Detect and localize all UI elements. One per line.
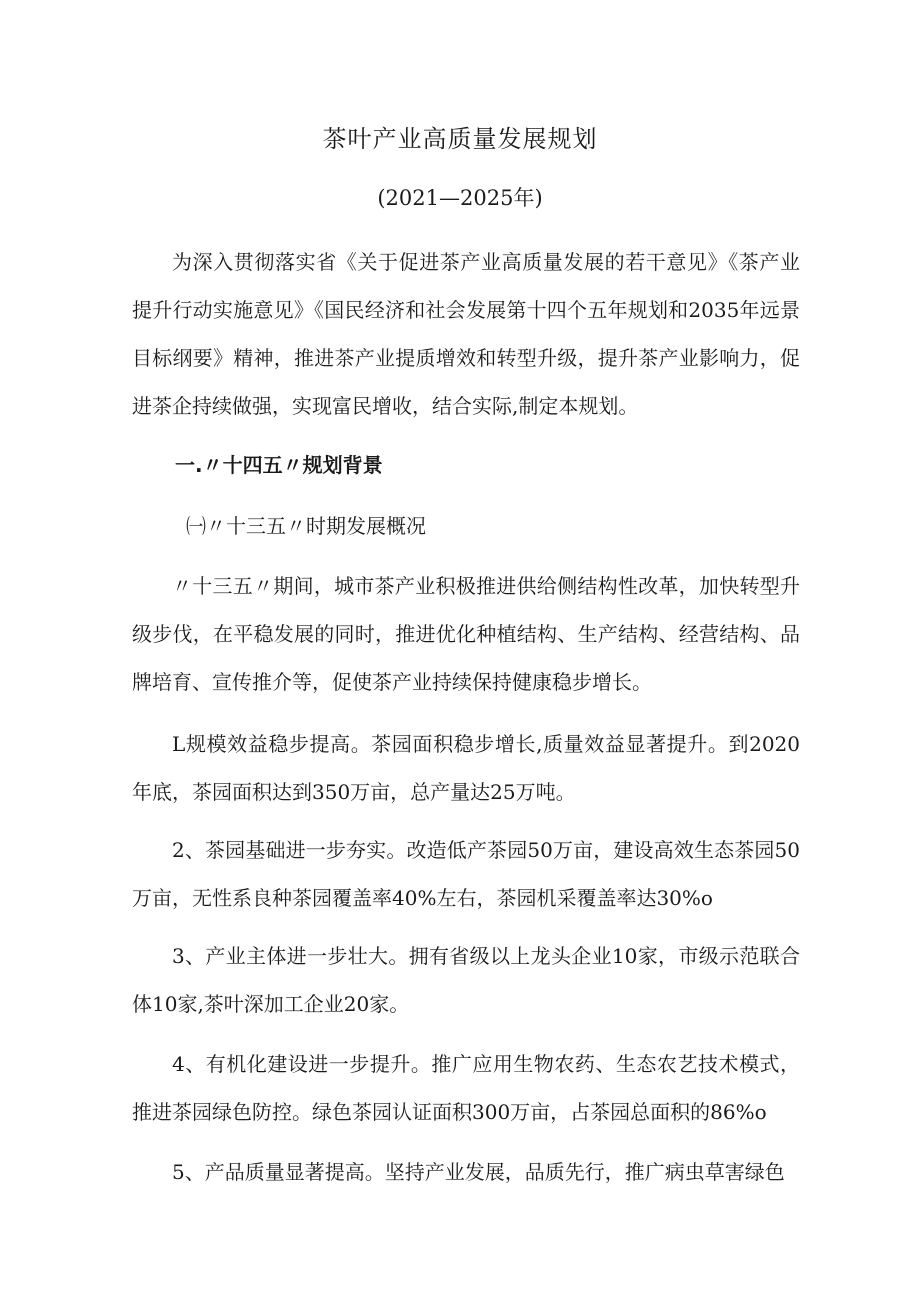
document-subtitle: (2021—2025年) — [377, 186, 543, 210]
section-heading: 一.〃十四五〃规划背景 — [175, 453, 383, 477]
intro-paragraph: 为深入贯彻落实省《关于促进茶产业高质量发展的若干意见》《茶产业提升行动实施意见》《国民经济和社会发展第十四个五年规划和2035年远景目标纲要》精神，推进茶产业提质增效和转型升级，提升茶产业影响力，促进茶企持续做强，实现富民增收，结合实际,制定本规划。 — [132, 250, 800, 418]
document-title: 茶叶产业高质量发展规划 — [322, 125, 598, 153]
list-item: 3、产业主体进一步壮大。拥有省级以上龙头企业10家，市级示范联合体10家,茶叶深加工企业20家。 — [132, 944, 800, 1016]
overview-paragraph: 〃十三五〃期间，城市茶产业积极推进供给侧结构性改革，加快转型升级步伐，在平稳发展的同时，推进优化种植结构、生产结构、经营结构、品牌培育、宣传推介等，促使茶产业持续保持健康稳步增长。 — [132, 574, 800, 694]
list-item: L规模效益稳步提高。茶园面积稳步增长,质量效益显著提升。到2020年底，茶园面积达到350万亩，总产量达25万吨。 — [132, 732, 800, 804]
list-item: 4、有机化建设进一步提升。推广应用生物农药、生态农艺技术模式，推进茶园绿色防控。绿色茶园认证面积300万亩，占茶园总面积的86%o — [132, 1052, 800, 1124]
subsection-heading: ㈠〃十三五〃时期发展概况 — [186, 514, 426, 538]
list-item: 5、产品质量显著提高。坚持产业发展，品质先行，推广病虫草害绿色 — [172, 1160, 785, 1184]
list-item: 2、茶园基础进一步夯实。改造低产茶园50万亩，建设高效生态茶园50万亩，无性系良种茶园覆盖率40%左右，茶园机采覆盖率达30%o — [132, 838, 800, 910]
